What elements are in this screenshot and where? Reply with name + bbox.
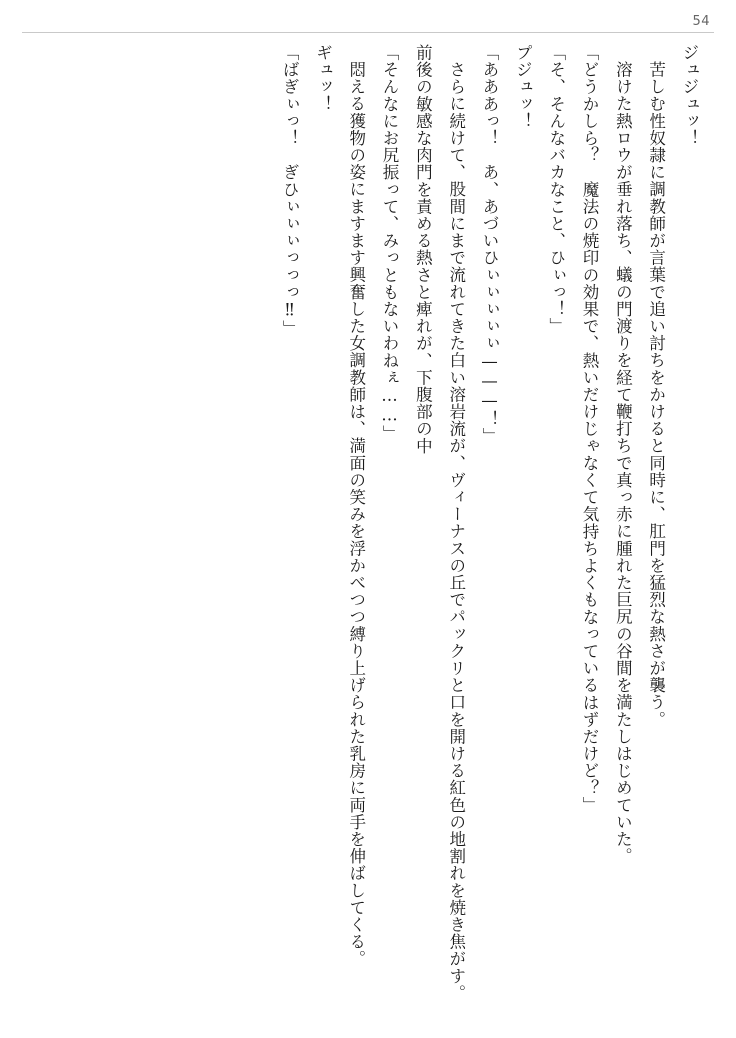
paragraph: 「あああっ！ あ、あづいひぃぃぃぃぃ———！」: [480, 44, 500, 445]
paragraph: 「ばぎぃっ！ ぎひぃぃぃっっっ‼」: [280, 44, 300, 338]
paragraph: 苦しむ性奴隷に調教師が言葉で追い討ちをかけると同時に、肛門を猛烈な熱さが襲う。: [646, 60, 666, 728]
paragraph: ギュッ！: [313, 44, 333, 113]
page-number: 54: [692, 14, 710, 29]
paragraph: 前後の敏感な肉門を責める熱さと痺れが、下腹部の中: [413, 44, 433, 455]
paragraph: さらに続けて、股間にまで流れてきた白い溶岩流が、ヴィーナスの丘でパックリと口を開ける紅色の地割れを焼き焦がす。: [446, 60, 466, 1001]
page-header: [590, 10, 710, 29]
body-text: [30, 44, 706, 1016]
header-divider: [22, 32, 714, 33]
paragraph: 「どうかしら？ 魔法の焼印の効果で、熱いだけじゃなくて気持ちよくもなっているはずだけど？」: [580, 44, 600, 814]
paragraph: 「そんなにお尻振って、みっともないわねぇ……」: [380, 44, 400, 443]
paragraph: 悶える獲物の姿にますます興奮した女調教師は、満面の笑みを浮かべつつ縛り上げられた乳房に両手を伸ばしてくる。: [346, 60, 366, 967]
paragraph: 溶けた熱ロウが垂れ落ち、蟻の門渡りを経て鞭打ちで真っ赤に腫れた巨尻の谷間を満たしはじめていた。: [613, 60, 633, 865]
paragraph: プジュッ！: [513, 44, 533, 130]
paragraph: 「そ、そんなバカなこと、ひぃっ！」: [546, 44, 566, 335]
paragraph: ジュジュッ！: [680, 44, 699, 147]
